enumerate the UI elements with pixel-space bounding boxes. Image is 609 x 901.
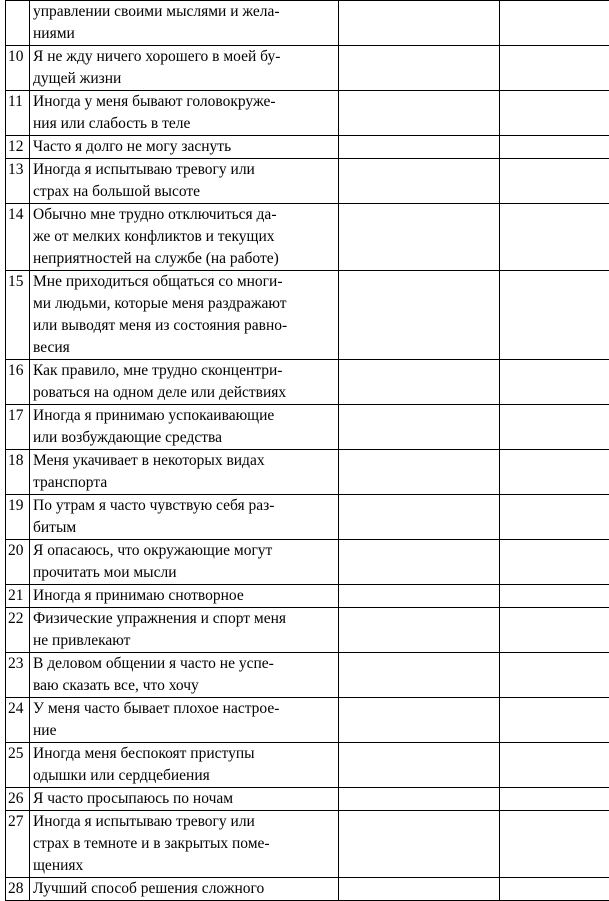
answer-cell-1[interactable] — [339, 360, 500, 405]
item-number: 22 — [6, 608, 30, 653]
statement-line: Иногда у меня бывают головокруже- — [33, 91, 338, 113]
statement-line: Я часто просыпаюсь по ночам — [33, 788, 338, 810]
table-row — [6, 159, 609, 204]
item-statement — [30, 450, 339, 495]
table-row — [6, 788, 609, 811]
answer-cell-2[interactable] — [500, 743, 609, 788]
questionnaire-table — [5, 0, 609, 901]
answer-cell-2[interactable] — [500, 495, 609, 540]
table-row — [6, 698, 609, 743]
answer-cell-2[interactable] — [500, 1, 609, 46]
table-row — [6, 585, 609, 608]
answer-cell-1[interactable] — [339, 204, 500, 271]
answer-cell-2[interactable] — [500, 878, 609, 901]
table-row — [6, 878, 609, 901]
item-statement — [30, 204, 339, 271]
item-statement — [30, 585, 339, 608]
item-number: 25 — [6, 743, 30, 788]
item-statement — [30, 653, 339, 698]
item-number: 10 — [6, 46, 30, 91]
item-number: 12 — [6, 136, 30, 159]
item-statement — [30, 788, 339, 811]
item-statement — [30, 46, 339, 91]
item-statement — [30, 878, 339, 901]
answer-cell-1[interactable] — [339, 91, 500, 136]
answer-cell-1[interactable] — [339, 608, 500, 653]
answer-cell-1[interactable] — [339, 743, 500, 788]
item-statement — [30, 495, 339, 540]
statement-line: весия — [33, 337, 338, 359]
answer-cell-1[interactable] — [339, 788, 500, 811]
table-row — [6, 540, 609, 585]
answer-cell-2[interactable] — [500, 405, 609, 450]
answer-cell-1[interactable] — [339, 585, 500, 608]
statement-line: Как правило, мне трудно сконцентри- — [33, 360, 338, 382]
answer-cell-2[interactable] — [500, 360, 609, 405]
table-row — [6, 91, 609, 136]
answer-cell-2[interactable] — [500, 811, 609, 878]
table-row — [6, 405, 609, 450]
statement-line: Обычно мне трудно отключиться да- — [33, 204, 338, 226]
answer-cell-1[interactable] — [339, 495, 500, 540]
answer-cell-2[interactable] — [500, 788, 609, 811]
statement-line: или выводят меня из состояния равно- — [33, 315, 338, 337]
item-statement — [30, 608, 339, 653]
item-statement — [30, 743, 339, 788]
answer-cell-2[interactable] — [500, 136, 609, 159]
item-statement — [30, 360, 339, 405]
answer-cell-2[interactable] — [500, 540, 609, 585]
item-number: 18 — [6, 450, 30, 495]
statement-line: битым — [33, 517, 338, 539]
answer-cell-1[interactable] — [339, 540, 500, 585]
statement-line: Меня укачивает в некоторых видах — [33, 450, 338, 472]
answer-cell-1[interactable] — [339, 136, 500, 159]
item-number: 13 — [6, 159, 30, 204]
item-number: 14 — [6, 204, 30, 271]
statement-line: одышки или сердцебиения — [33, 765, 338, 787]
statement-line: Иногда я испытываю тревогу или — [33, 159, 338, 181]
table-row — [6, 653, 609, 698]
item-number: 11 — [6, 91, 30, 136]
answer-cell-2[interactable] — [500, 653, 609, 698]
statement-line: же от мелких конфликтов и текущих — [33, 226, 338, 248]
item-statement — [30, 136, 339, 159]
item-number: 26 — [6, 788, 30, 811]
statement-line: ниями — [33, 23, 338, 45]
statement-line: Лучший способ решения сложного — [33, 878, 338, 900]
item-statement — [30, 698, 339, 743]
table-row — [6, 811, 609, 878]
table-row — [6, 271, 609, 360]
statement-line: Иногда я испытываю тревогу или — [33, 811, 338, 833]
answer-cell-1[interactable] — [339, 405, 500, 450]
questionnaire-body — [6, 1, 609, 901]
statement-line: роваться на одном деле или действиях — [33, 382, 338, 404]
item-number — [6, 1, 30, 46]
answer-cell-2[interactable] — [500, 271, 609, 360]
item-statement — [30, 811, 339, 878]
table-row — [6, 450, 609, 495]
table-row — [6, 136, 609, 159]
answer-cell-2[interactable] — [500, 46, 609, 91]
statement-line: дущей жизни — [33, 68, 338, 90]
answer-cell-2[interactable] — [500, 585, 609, 608]
statement-line: ние — [33, 720, 338, 742]
item-number: 23 — [6, 653, 30, 698]
answer-cell-2[interactable] — [500, 608, 609, 653]
answer-cell-2[interactable] — [500, 450, 609, 495]
answer-cell-1[interactable] — [339, 698, 500, 743]
statement-line: Иногда я принимаю успокаивающие — [33, 405, 338, 427]
table-row — [6, 46, 609, 91]
table-row — [6, 360, 609, 405]
answer-cell-2[interactable] — [500, 91, 609, 136]
statement-line: прочитать мои мысли — [33, 562, 338, 584]
item-number: 28 — [6, 878, 30, 901]
item-statement — [30, 540, 339, 585]
answer-cell-1[interactable] — [339, 878, 500, 901]
table-row — [6, 608, 609, 653]
statement-line: страх в темноте и в закрытых поме- — [33, 833, 338, 855]
statement-line: Мне приходиться общаться со многи- — [33, 271, 338, 293]
item-number: 15 — [6, 271, 30, 360]
answer-cell-1[interactable] — [339, 46, 500, 91]
statement-line: ния или слабость в теле — [33, 113, 338, 135]
statement-line: По утрам я часто чувствую себя раз- — [33, 495, 338, 517]
statement-line: ваю сказать все, что хочу — [33, 675, 338, 697]
statement-line: управлении своими мыслями и жела- — [33, 1, 338, 23]
answer-cell-1[interactable] — [339, 653, 500, 698]
answer-cell-1[interactable] — [339, 811, 500, 878]
item-statement — [30, 1, 339, 46]
item-statement — [30, 405, 339, 450]
item-number: 17 — [6, 405, 30, 450]
statement-line: Часто я долго не могу заснуть — [33, 136, 338, 158]
statement-line: ми людьми, которые меня раздражают — [33, 293, 338, 315]
statement-line: не привлекают — [33, 630, 338, 652]
item-number: 27 — [6, 811, 30, 878]
item-statement — [30, 159, 339, 204]
answer-cell-2[interactable] — [500, 698, 609, 743]
statement-line: Иногда я принимаю снотворное — [33, 585, 338, 607]
item-number: 19 — [6, 495, 30, 540]
statement-line: Иногда меня беспокоят приступы — [33, 743, 338, 765]
answer-cell-2[interactable] — [500, 159, 609, 204]
statement-line: страх на большой высоте — [33, 181, 338, 203]
table-row — [6, 1, 609, 46]
answer-cell-1[interactable] — [339, 271, 500, 360]
answer-cell-1[interactable] — [339, 1, 500, 46]
statement-line: Физические упражнения и спорт меня — [33, 608, 338, 630]
item-number: 24 — [6, 698, 30, 743]
statement-line: В деловом общении я часто не успе- — [33, 653, 338, 675]
answer-cell-1[interactable] — [339, 159, 500, 204]
item-number: 20 — [6, 540, 30, 585]
statement-line: или возбуждающие средства — [33, 427, 338, 449]
item-statement — [30, 271, 339, 360]
item-statement — [30, 91, 339, 136]
table-row — [6, 204, 609, 271]
statement-line: Я опасаюсь, что окружающие могут — [33, 540, 338, 562]
item-number: 21 — [6, 585, 30, 608]
statement-line: Я не жду ничего хорошего в моей бу- — [33, 46, 338, 68]
statement-line: щениях — [33, 855, 338, 877]
answer-cell-1[interactable] — [339, 450, 500, 495]
table-row — [6, 495, 609, 540]
statement-line: транспорта — [33, 472, 338, 494]
table-row — [6, 743, 609, 788]
statement-line: неприятностей на службе (на работе) — [33, 248, 338, 270]
item-number: 16 — [6, 360, 30, 405]
statement-line: У меня часто бывает плохое настрое- — [33, 698, 338, 720]
answer-cell-2[interactable] — [500, 204, 609, 271]
